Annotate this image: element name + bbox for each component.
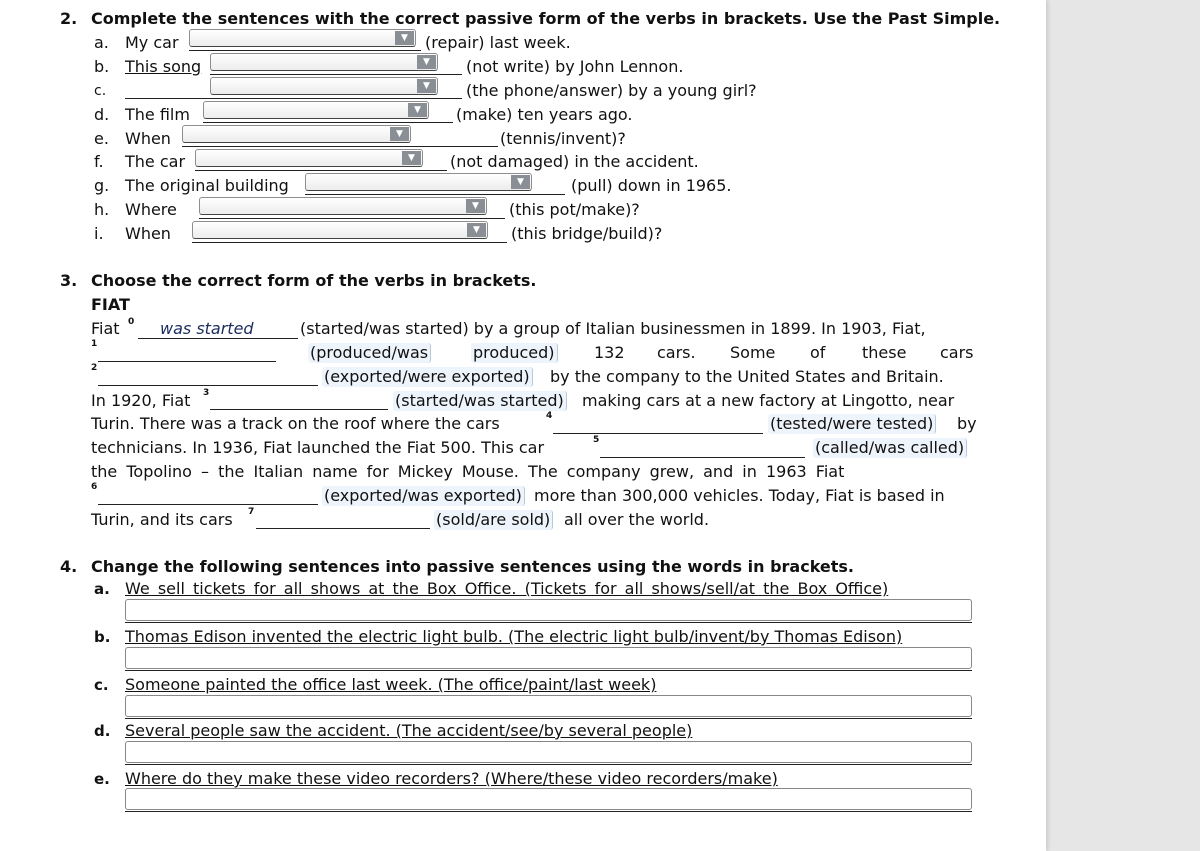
ex2-letter-f: f. [94, 152, 104, 171]
ex4-answer-box-a[interactable] [125, 599, 972, 621]
ex2-hint-e: (tennis/invent)? [500, 129, 626, 148]
option-4-after: by [957, 414, 977, 433]
chevron-down-icon: ▼ [402, 151, 421, 165]
ex2-dropdown-h[interactable] [199, 197, 487, 215]
blank-7 [256, 528, 430, 529]
ex4-answer-line-e [125, 811, 972, 812]
ex4-answer-line-d [125, 764, 972, 765]
ex2-dropdown-d[interactable] [203, 101, 429, 119]
line7-rest: more than 300,000 vehicles. Today, Fiat is based in [534, 486, 945, 505]
line1-word-5: these [862, 343, 907, 362]
ex2-letter-b: b. [94, 57, 110, 76]
ex2-hint-b: (not write) by John Lennon. [466, 57, 684, 76]
line4-start: Turin. There was a track on the roof where the cars [91, 414, 500, 433]
marker-6: 6 [91, 482, 98, 492]
ex2-dropdown-i[interactable] [192, 221, 488, 239]
marker-7: 7 [248, 507, 255, 517]
fiat-heading: FIAT [91, 295, 130, 314]
ex2-letter-g: g. [94, 176, 110, 195]
line1-word-1: 132 [594, 343, 625, 362]
ex2-blank-line-d [203, 122, 453, 123]
ex2-letter-d: d. [94, 105, 110, 124]
exercise-2-instruction: Complete the sentences with the correct passive form of the verbs in brackets. Use the Past Simple. [91, 9, 1001, 28]
ex2-blank-line-f [195, 170, 447, 171]
chevron-down-icon: ▼ [408, 103, 427, 117]
chevron-down-icon: ▼ [390, 127, 409, 141]
option-1-a[interactable]: (produced/was [308, 343, 431, 363]
ex2-stem-d: The film [125, 105, 190, 124]
ex2-hint-f: (not damaged) in the accident. [450, 152, 699, 171]
option-7[interactable]: (sold/are sold) [434, 510, 553, 530]
line1-word-6: cars [940, 343, 974, 362]
line1-word-2: cars. [657, 343, 696, 362]
ex2-blank-line-b [210, 74, 462, 75]
ex4-letter-a: a. [94, 580, 110, 598]
line5-start: technicians. In 1936, Fiat launched the Fiat 500. This car [91, 438, 545, 457]
ex2-stem-e: When [125, 129, 171, 148]
ex2-hint-a: (repair) last week. [425, 33, 571, 52]
ex2-blank-line-h [199, 218, 505, 219]
ex2-blank-line-a [189, 50, 421, 51]
ex2-blank-line-g [305, 194, 565, 195]
marker-1: 1 [91, 339, 98, 349]
ex2-dropdown-e[interactable] [182, 125, 411, 143]
ex2-dropdown-f[interactable] [195, 149, 423, 167]
ex4-sentence-d: Several people saw the accident. (The accident/see/by several people) [125, 721, 693, 740]
line8-start: Turin, and its cars [91, 510, 233, 529]
ex2-blank-line-e [182, 146, 498, 147]
ex2-stem-g: The original building [125, 176, 289, 195]
ex4-answer-box-c[interactable] [125, 695, 972, 717]
exercise-4-number: 4. [60, 557, 78, 576]
chevron-down-icon: ▼ [511, 175, 530, 189]
line8-rest: all over the world. [564, 510, 710, 529]
ex4-letter-b: b. [94, 628, 111, 646]
option-1-b[interactable]: produced) [471, 343, 558, 363]
ex2-letter-h: h. [94, 200, 110, 219]
ex4-letter-c: c. [94, 676, 109, 694]
marker-3: 3 [203, 388, 210, 398]
fiat-word: Fiat [91, 319, 120, 338]
ex2-blank-line-i [192, 242, 507, 243]
option-5[interactable]: (called/was called) [813, 438, 967, 458]
ex4-sentence-b: Thomas Edison invented the electric light bulb. (The electric light bulb/invent/by Thomas Edison) [125, 627, 903, 646]
option-6[interactable]: (exported/was exported) [322, 486, 525, 506]
ex2-dropdown-g[interactable] [305, 173, 532, 191]
marker-4: 4 [546, 411, 553, 421]
blank-1 [98, 361, 276, 362]
option-3[interactable]: (started/was started) [393, 391, 567, 411]
chevron-down-icon: ▼ [417, 79, 436, 93]
ex2-hint-c: (the phone/answer) by a young girl? [466, 81, 757, 100]
line2-rest: by the company to the United States and Britain. [550, 367, 944, 386]
option-4[interactable]: (tested/were tested) [768, 414, 936, 434]
ex2-letter-c: c. [94, 83, 107, 99]
ex2-stem-b: This song [125, 57, 202, 76]
blank-5 [600, 457, 805, 458]
ex4-answer-line-c [125, 718, 972, 719]
marker-0: 0 [128, 317, 135, 327]
line6: the Topolino – the Italian name for Mickey Mouse. The company grew, and in 1963 Fiat [91, 462, 845, 481]
blank-2 [98, 385, 318, 386]
ex4-sentence-c: Someone painted the office last week. (The office/paint/last week) [125, 675, 657, 694]
ex2-letter-a: a. [94, 33, 109, 52]
ex2-stem-h: Where [125, 200, 177, 219]
chevron-down-icon: ▼ [466, 199, 485, 213]
ex2-letter-i: i. [94, 224, 104, 243]
option-2[interactable]: (exported/were exported) [322, 367, 533, 387]
ex2-dropdown-a[interactable] [189, 29, 416, 47]
ex4-answer-box-b[interactable] [125, 647, 972, 669]
ex4-sentence-e: Where do they make these video recorders? (Where/these video recorders/make) [125, 769, 778, 788]
blank-3 [210, 409, 388, 410]
line3-rest: making cars at a new factory at Lingotto, near [582, 391, 955, 410]
ex4-letter-e: e. [94, 770, 110, 788]
exercise-4-instruction: Change the following sentences into passive sentences using the words in brackets. [91, 557, 855, 576]
ex2-hint-i: (this bridge/build)? [511, 224, 663, 243]
line3-start: In 1920, Fiat [91, 391, 191, 410]
ex4-letter-d: d. [94, 722, 111, 740]
line1-word-3: Some [730, 343, 776, 362]
ex4-answer-line-b [125, 670, 972, 671]
ex2-stem-a: My car [125, 33, 179, 52]
ex2-dropdown-c[interactable] [210, 77, 438, 95]
blank-0 [138, 338, 298, 339]
ex4-answer-box-e[interactable] [125, 788, 972, 810]
ex2-letter-e: e. [94, 129, 109, 148]
line1-word-4: of [810, 343, 826, 362]
option-0: (started/was started) by a group of Italian businessmen in 1899. In 1903, Fiat, [300, 319, 926, 338]
ex2-hint-d: (make) ten years ago. [456, 105, 633, 124]
ex4-sentence-a: We sell tickets for all shows at the Box Office. (Tickets for all shows/sell/at the Box Office) [125, 579, 889, 598]
exercise-2-number: 2. [60, 9, 78, 28]
ex2-stem-i: When [125, 224, 171, 243]
ex4-answer-box-d[interactable] [125, 741, 972, 763]
chevron-down-icon: ▼ [467, 223, 486, 237]
marker-2: 2 [91, 363, 98, 373]
exercise-3-instruction: Choose the correct form of the verbs in brackets. [91, 271, 537, 290]
marker-5: 5 [593, 435, 600, 445]
chevron-down-icon: ▼ [417, 55, 436, 69]
ex2-hint-g: (pull) down in 1965. [571, 176, 732, 195]
blank-4 [553, 433, 763, 434]
ex4-answer-line-a [125, 622, 972, 623]
chevron-down-icon: ▼ [395, 31, 414, 45]
exercise-3-number: 3. [60, 271, 78, 290]
ex2-dropdown-b[interactable] [210, 53, 438, 71]
ex2-hint-h: (this pot/make)? [509, 200, 640, 219]
blank-6 [98, 504, 318, 505]
answer-0[interactable]: was started [160, 319, 254, 338]
ex2-blank-line-c [125, 98, 462, 99]
ex2-stem-f: The car [125, 152, 186, 171]
